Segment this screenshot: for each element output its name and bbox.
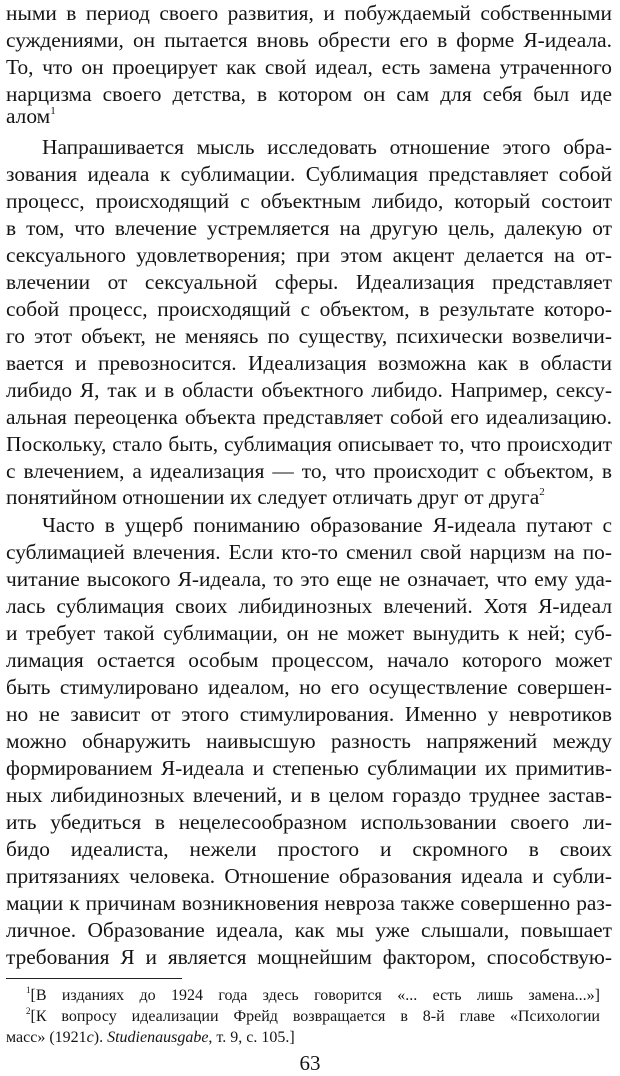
text-line (6, 103, 612, 130)
text-line: го этот объект, не меняясь по существу, психически возвеличи- (6, 324, 612, 348)
text-fragment: алом (6, 104, 51, 128)
footnote-text: [К вопросу идеализации Фрейд возвращается в 8-й главе «Психологии (30, 1008, 600, 1025)
text-line: нарцизма своего детства, в котором он сам для себя был иде (6, 82, 612, 106)
text-line: лимация остается особым процессом, начало которого может (6, 648, 612, 672)
text-line: Поскольку, стало быть, сублимация описывает то, что происходит (6, 432, 612, 456)
text-line: сублимацией влечения. Если кто-то сменил свой нарцизм на по- (6, 540, 612, 564)
footnote-text: [В изданиях до 1924 года здесь говорится «... есть лишь замена...»] (30, 987, 600, 1004)
footnote-text: , т. 9, с. 105.] (208, 1029, 295, 1046)
footnote-text: масс» (1921 (6, 1029, 87, 1046)
footnote-divider (6, 978, 182, 979)
text-line: читание высокого Я-идеала, то это еще не означает, что ему уда- (6, 567, 612, 591)
text-line: собой процесс, происходящий с объектом, в результате которо- (6, 297, 612, 321)
text-line: Часто в ущерб пониманию образование Я-идеала путают с (42, 513, 612, 537)
text-line: быть стимулировано идеалом, но его осуществление совершен- (6, 675, 612, 699)
text-line: ными в период своего развития, и побуждаемый собственными (6, 1, 612, 25)
text-line: мации к причинам возникновения невроза также совершенно раз- (6, 891, 612, 915)
footnote-title: Studienausgabe (107, 1029, 209, 1046)
text-line: процесс, происходящий с объектным либидо, который состоит (6, 189, 612, 213)
text-line: можно обнаружить наивысшую разность напряжений между (6, 729, 612, 753)
footnote-2-continuation (6, 1027, 612, 1048)
text-line: ить убедиться в нецелесообразном использовании своего ли- (6, 810, 612, 834)
text-line: зования идеала к сублимации. Сублимация представляет собой (6, 162, 612, 186)
text-line: лась сублимация своих либидинозных влечений. Хотя Я-идеал (6, 594, 612, 618)
text-line: суждениями, он пытается вновь обрести его в форме Я-идеала. (6, 28, 612, 52)
text-line: альная переоценка объекта представляет собой его идеализацию. (6, 405, 612, 429)
footnote-ref: 1 (50, 105, 56, 117)
text-line (6, 484, 612, 511)
footnote-text: ). (93, 1029, 108, 1046)
text-line: в том, что влечение устремляется на другую цель, далекую от (6, 216, 612, 240)
text-line: сексуального удовлетворения; при этом акцент делается на от- (6, 243, 612, 267)
text-fragment: понятийном отношении их следует отличать друг от друга (6, 485, 540, 509)
page-number: 63 (299, 1051, 321, 1075)
text-line: формированием Я-идеала и степенью сублимации их примитив- (6, 756, 612, 780)
text-line: либидо Я, так и в области объектного либидо. Например, сексу- (6, 378, 612, 402)
footnote-2 (26, 1006, 600, 1027)
text-line: Напрашивается мысль исследовать отношение этого обра- (42, 135, 612, 159)
text-line: притязаниях человека. Отношение образования идеала и субли- (6, 864, 612, 888)
text-line: требования Я и является мощнейшим фактором, способствую- (6, 945, 612, 969)
footnote-1 (26, 985, 600, 1006)
text-line: ных либидинозных влечений, и в целом гораздо труднее застав- (6, 783, 612, 807)
footnote-marker: 2 (26, 1006, 31, 1016)
text-line: личное. Образование идеала, как мы уже слышали, повышает (6, 918, 612, 942)
text-line: бидо идеалиста, нежели простого и скромного в своих (6, 837, 612, 861)
text-line: с влечением, а идеализация — то, что происходит с объектом, в (6, 459, 612, 483)
text-line: вается и превозносится. Идеализация возможна как в области (6, 351, 612, 375)
footnote-ref: 2 (539, 486, 545, 498)
text-line: но не зависит от этого стимулирования. Именно у невротиков (6, 702, 612, 726)
footnote-marker: 1 (26, 985, 31, 995)
text-line: влечении от сексуальной сферы. Идеализация представляет (6, 270, 612, 294)
footnote-letter: c (86, 1029, 94, 1046)
text-line: То, что он проецирует как свой идеал, есть замена утраченного (6, 55, 612, 79)
text-line: и требует такой сублимации, он не может вынудить к ней; суб- (6, 621, 612, 645)
